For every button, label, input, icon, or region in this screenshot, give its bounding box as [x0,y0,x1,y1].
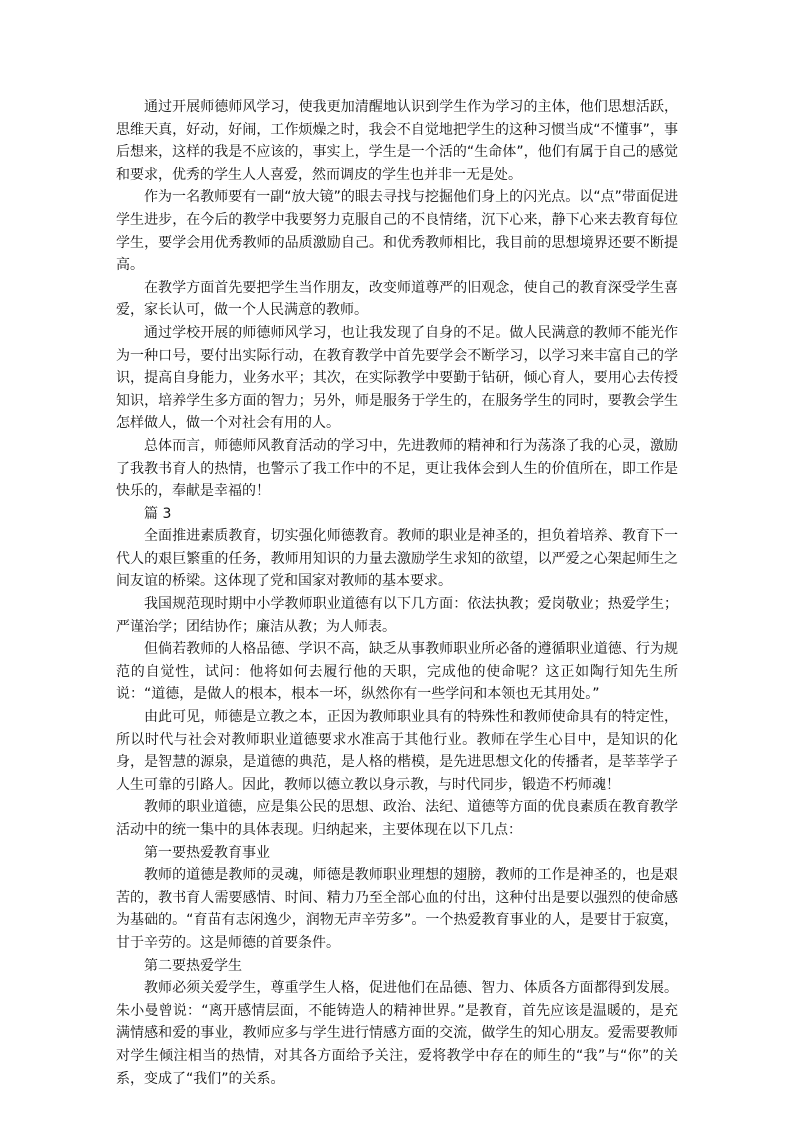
paragraph-15: 教师必须关爱学生，尊重学生人格，促进他们在品德、智力、体质各方面都得到发展。朱小曼曾说：“离开感情层面，不能铸造人的精神世界。”是教育，首先应该是温暖的，是充满情感和爱的事业，教师应多与学生进行情感方面的交流，做学生的知心朋友。爱需要教师对学生倾注相当的热情，对其各方面给予关注，爱将教学中存在的师生的“我”与“你”的关系，变成了“我们”的关系。 [116,980,678,1087]
paragraph-13: 教师的道德是教师的灵魂，师德是教师职业理想的翅膀，教师的工作是神圣的，也是艰苦的，教书育人需要感情、时间、精力乃至全部心血的付出，这种付出是要以强烈的使命感为基础的。“育苗有志闲逸少，润物无声辛劳多”。一个热爱教育事业的人，是要甘于寂寞，甘于辛劳的。这是师德的首要条件。 [116,867,678,951]
paragraph-8: 我国规范现时期中小学教师职业道德有以下几方面：依法执教；爱岗敬业；热爱学生；严谨治学；团结协作；廉洁从教；为人师表。 [116,596,678,635]
paragraph-1: 通过开展师德师风学习，使我更加清醒地认识到学生作为学习的主体，他们思想活跃，思维天真，好动，好闹，工作烦燥之时，我会不自觉地把学生的这种习惯当成“不懂事”，事后想来，这样的我是不应该的，事实上，学生是一个活的“生命体”，他们有属于自己的感觉和要求，优秀的学生人人喜爱，然而调皮的学生也并非一无是处。 [116,99,678,183]
section-heading-pian-3: 篇 3 [144,505,172,522]
paragraph-11: 教师的职业道德，应是集公民的思想、政治、法纪、道德等方面的优良素质在教育教学活动中的统一集中的具体表现。归纳起来，主要体现在以下几点： [116,799,678,838]
paragraph-5: 总体而言，师德师风教育活动的学习中，先进教师的精神和行为荡涤了我的心灵，激励了我教书育人的热情，也警示了我工作中的不足，更让我体会到人生的价值所在，即工作是快乐的，奉献是幸福的！ [116,437,678,500]
paragraph-7: 全面推进素质教育，切实强化师德教育。教师的职业是神圣的，担负着培养、教育下一代人的艰巨繁重的任务，教师用知识的力量去激励学生求知的欲望，以严爱之心架起师生之间友谊的桥梁。这体现了党和国家对教师的基本要求。 [116,528,678,590]
subheading-2: 第二要热爱学生 [144,957,242,974]
subheading-1: 第一要热爱教育事业 [144,844,270,861]
paragraph-10: 由此可见，师德是立教之本，正因为教师职业具有的特殊性和教师使命具有的特定性，所以时代与社会对教师职业道德要求水准高于其他行业。教师在学生心目中，是知识的化身，是智慧的源泉，是道德的典范，是人格的楷模，是先进思想文化的传播者，是莘莘学子人生可靠的引路人。因此，教师以德立教以身示教，与时代同步，锻造不朽师魂！ [116,709,678,793]
paragraph-2: 作为一名教师要有一副“放大镜”的眼去寻找与挖掘他们身上的闪光点。以“点”带面促进学生进步，在今后的教学中我要努力克服自己的不良情绪，沉下心来，静下心来去教育每位学生，要学会用优秀教师的品质激励自己。和优秀教师相比，我目前的思想境界还要不断提高。 [116,189,678,274]
document-body [116,96,678,1090]
paragraph-3: 在教学方面首先要把学生当作朋友，改变师道尊严的旧观念，使自己的教育深受学生喜爱，家长认可，做一个人民满意的教师。 [116,279,678,319]
paragraph-9: 但倘若教师的人格品德、学识不高，缺乏从事教师职业所必备的遵循职业道德、行为规范的自觉性，试问：他将如何去履行他的天职，完成他的使命呢？这正如陶行知先生所说：“道德，是做人的根本，根本一坏，纵然你有一些学问和本领也无其用处。” [116,641,678,703]
paragraph-4: 通过学校开展的师德师风学习，也让我发现了自身的不足。做人民满意的教师不能光作为一种口号，要付出实际行动，在教育教学中首先要学会不断学习，以学习来丰富自己的学识，提高自身能力，业务水平；其次，在实际教学中要勤于钻研，倾心育人，要用心去传授知识，培养学生多方面的智力；另外，师是服务于学生的，在服务学生的同时，要教会学生怎样做人，做一个对社会有用的人。 [116,324,678,432]
